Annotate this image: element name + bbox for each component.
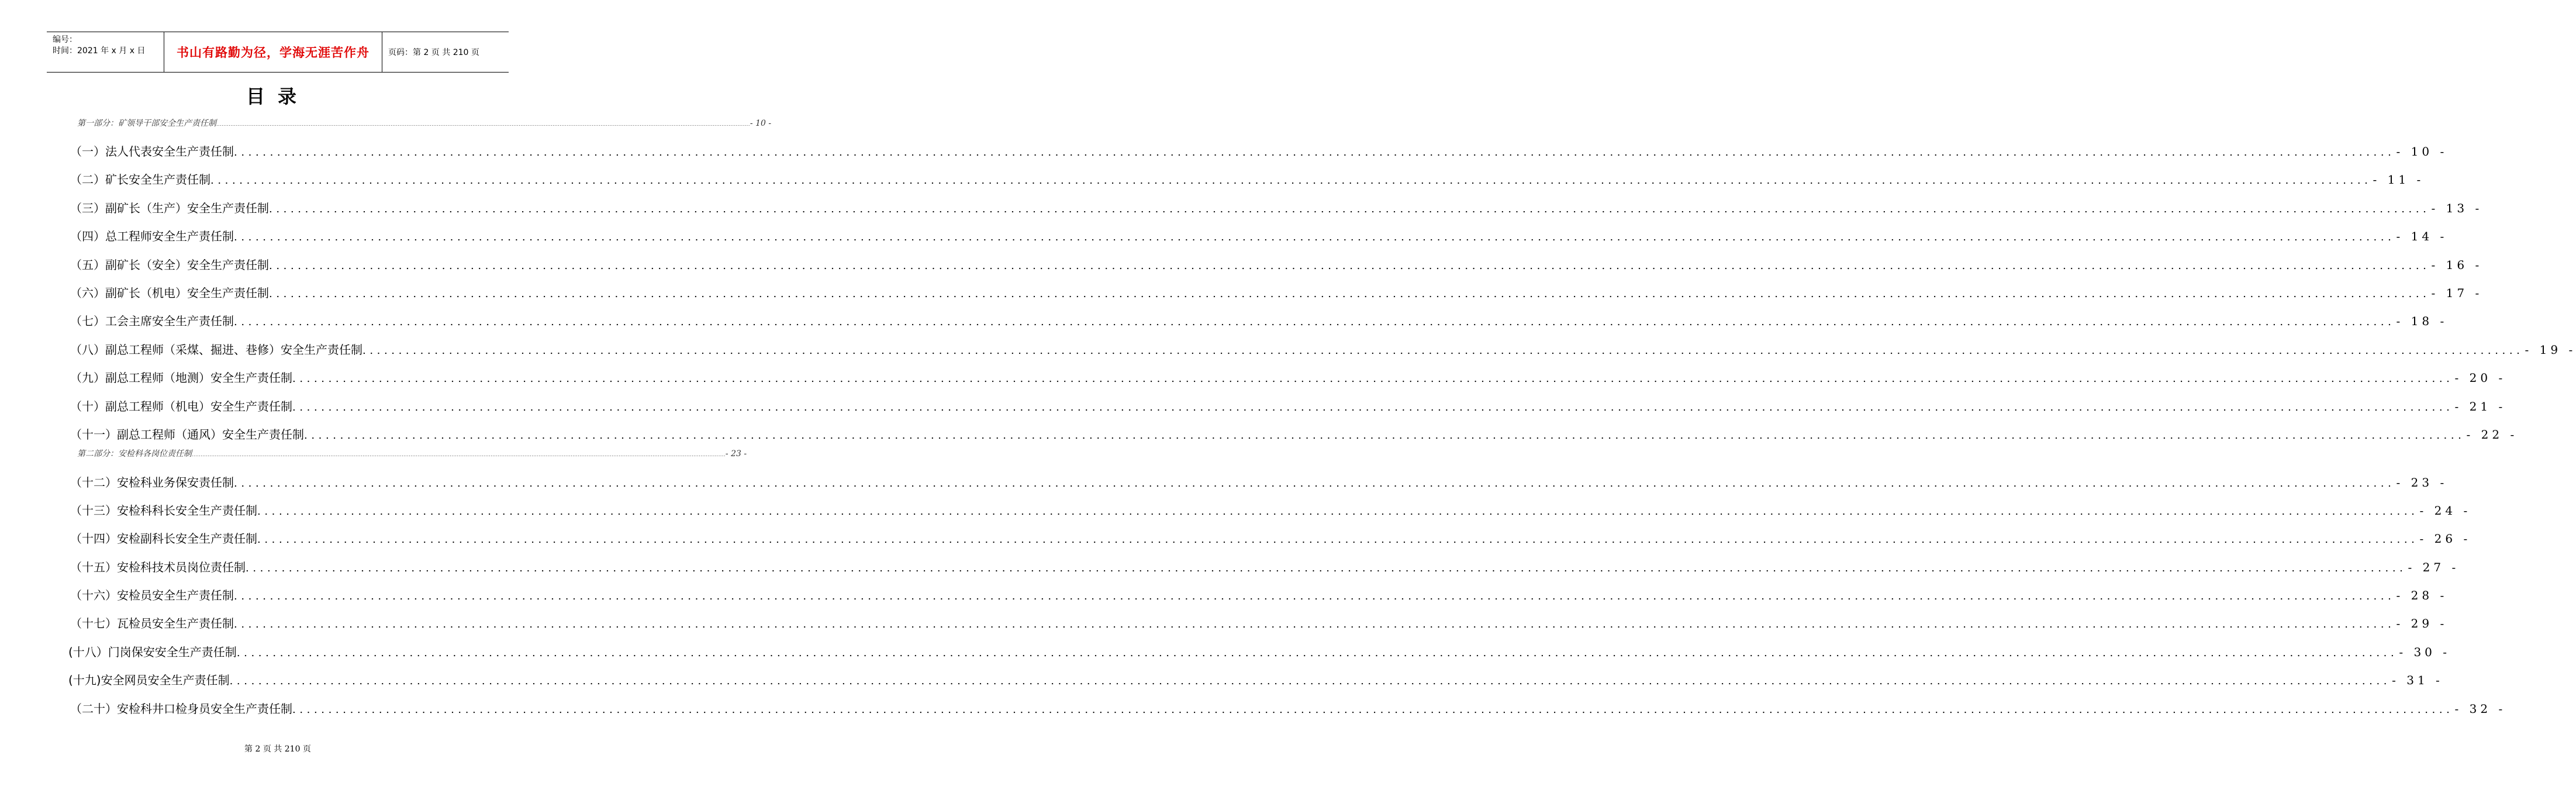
toc-entry[interactable]	[70, 529, 2471, 547]
toc-leader-dots: ............................................................................................................................................................................................................................................................................................................	[216, 122, 750, 127]
toc-entry-page: - 18 -	[2396, 314, 2448, 328]
toc-entry-title: （十七）瓦检员安全生产责任制	[70, 616, 234, 630]
toc-leader-dots: ............................................................................................................................................................................................................................................................................................................	[292, 401, 2454, 413]
toc-entry[interactable]	[70, 199, 2483, 216]
toc-entry-page: - 16 -	[2431, 258, 2483, 272]
toc-entry[interactable]	[70, 368, 2506, 386]
toc-leader-dots: ............................................................................................................................................................................................................................................................................................................	[246, 562, 2407, 574]
toc-entry[interactable]	[68, 643, 2451, 660]
toc-entry-page: - 10 -	[750, 119, 772, 128]
toc-leader-dots: ............................................................................................................................................................................................................................................................................................................	[236, 647, 2398, 659]
toc-section-heading[interactable]	[77, 117, 772, 129]
toc-entry-page: - 14 -	[2396, 229, 2448, 243]
toc-leader-dots: ............................................................................................................................................................................................................................................................................................................	[269, 260, 2430, 272]
toc-entry-title: （十四）安检副科长安全生产责任制	[70, 532, 257, 546]
toc-entry-page: - 10 -	[2396, 144, 2448, 158]
toc-leader-dots: ............................................................................................................................................................................................................................................................................................................	[292, 704, 2454, 716]
toc-leader-dots: ............................................................................................................................................................................................................................................................................................................	[234, 316, 2395, 328]
toc-leader-dots: ............................................................................................................................................................................................................................................................................................................	[234, 146, 2395, 158]
toc-entry-page: - 32 -	[2454, 702, 2506, 716]
toc-entry-title: 第二部分：安检科各岗位责任制	[77, 449, 192, 458]
toc-leader-dots: ............................................................................................................................................................................................................................................................................................................	[362, 344, 2524, 357]
toc-entry-title: （二）矿长安全生产责任制	[70, 173, 210, 187]
toc-section-heading[interactable]	[77, 447, 747, 459]
header-motto: 书山有路勤为径，学海无涯苦作舟	[164, 32, 382, 72]
toc-leader-dots: ............................................................................................................................................................................................................................................................................................................	[234, 231, 2395, 243]
toc-leader-dots: ............................................................................................................................................................................................................................................................................................................	[269, 203, 2430, 215]
toc-entry[interactable]	[70, 501, 2471, 519]
toc-entry-page: - 23 -	[725, 449, 747, 458]
toc-leader-dots: ............................................................................................................................................................................................................................................................................................................	[234, 590, 2395, 602]
toc-entry[interactable]	[70, 586, 2448, 604]
toc-entry[interactable]	[70, 614, 2448, 632]
document-date-label: 时间：2021 年 x 月 x 日	[53, 46, 146, 56]
toc-entry[interactable]	[70, 340, 2576, 358]
toc-entry-title: （三）副矿长（生产）安全生产责任制	[70, 201, 269, 215]
toc-leader-dots: ............................................................................................................................................................................................................................................................................................................	[257, 505, 2419, 518]
toc-entry-title: （十六）安检员安全生产责任制	[70, 588, 234, 602]
toc-leader-dots: ............................................................................................................................................................................................................................................................................................................	[234, 618, 2395, 630]
toc-leader-dots: ............................................................................................................................................................................................................................................................................................................	[304, 429, 2465, 442]
toc-entry-title: （一）法人代表安全生产责任制	[70, 144, 234, 158]
toc-entry-title: （十五）安检科技术员岗位责任制	[70, 560, 246, 574]
toc-entry-title: 第一部分：矿领导干部安全生产责任制	[77, 119, 216, 128]
toc-entry[interactable]	[70, 558, 2460, 575]
page-header	[47, 32, 509, 73]
toc-entry[interactable]	[70, 397, 2506, 415]
toc-leader-dots: ............................................................................................................................................................................................................................................................................................................	[269, 288, 2430, 300]
toc-entry-title: (十九)安全网员安全生产责任制	[68, 673, 230, 687]
toc-entry-page: - 17 -	[2431, 286, 2483, 300]
toc-entry[interactable]	[70, 256, 2483, 273]
toc-entry-page: - 27 -	[2408, 560, 2460, 574]
toc-entry[interactable]	[70, 312, 2448, 329]
toc-entry[interactable]	[70, 227, 2448, 244]
toc-entry[interactable]	[70, 284, 2483, 301]
toc-leader-dots: ............................................................................................................................................................................................................................................................................................................	[210, 174, 2372, 187]
toc-entry[interactable]	[70, 142, 2448, 160]
toc-entry[interactable]	[68, 671, 2443, 688]
header-page-info: 页码：第 2 页 共 210 页	[388, 48, 479, 57]
toc-entry-page: - 21 -	[2454, 399, 2506, 413]
toc-entry-title: （六）副矿长（机电）安全生产责任制	[70, 286, 269, 300]
toc-entry-title: （十）副总工程师（机电）安全生产责任制	[70, 399, 292, 413]
toc-leader-dots: ............................................................................................................................................................................................................................................................................................................	[192, 452, 726, 457]
toc-leader-dots: ............................................................................................................................................................................................................................................................................................................	[234, 477, 2395, 489]
toc-entry-page: - 22 -	[2466, 428, 2518, 442]
toc-entry-title: （七）工会主席安全生产责任制	[70, 314, 234, 328]
toc-entry-page: - 30 -	[2399, 645, 2451, 659]
toc-entry[interactable]	[70, 699, 2506, 717]
toc-entry-page: - 24 -	[2419, 504, 2471, 518]
toc-entry-page: - 29 -	[2396, 616, 2448, 630]
toc-entry-title: （八）副总工程师（采煤、掘进、巷修）安全生产责任制	[70, 343, 362, 357]
toc-leader-dots: ............................................................................................................................................................................................................................................................................................................	[292, 373, 2454, 385]
toc-entry-page: - 11 -	[2373, 173, 2425, 187]
toc-entry-page: - 31 -	[2392, 673, 2443, 687]
toc-entry-page: - 13 -	[2431, 201, 2483, 215]
toc-entry-title: （四）总工程师安全生产责任制	[70, 229, 234, 243]
toc-entry-title: （九）副总工程师（地测）安全生产责任制	[70, 371, 292, 385]
toc-entry-page: - 28 -	[2396, 588, 2448, 602]
toc-entry-title: （十二）安检科业务保安责任制	[70, 475, 234, 489]
toc-entry[interactable]	[70, 425, 2518, 443]
toc-entry-title: (十八）门岗保安安全生产责任制	[68, 645, 237, 659]
toc-entry-page: - 26 -	[2419, 532, 2471, 546]
toc-leader-dots: ............................................................................................................................................................................................................................................................................................................	[257, 533, 2419, 546]
toc-entry-page: - 23 -	[2396, 475, 2448, 489]
toc-entry-page: - 19 -	[2525, 343, 2576, 357]
toc-entry-title: （五）副矿长（安全）安全生产责任制	[70, 258, 269, 272]
toc-entry-page: - 20 -	[2454, 371, 2506, 385]
toc-leader-dots: ............................................................................................................................................................................................................................................................................................................	[229, 675, 2391, 687]
toc-entry-title: （二十）安检科井口检身员安全生产责任制	[70, 702, 292, 716]
toc-entry-title: （十三）安检科科长安全生产责任制	[70, 504, 257, 518]
toc-entry[interactable]	[70, 473, 2448, 491]
document-number-label: 编号：	[53, 35, 77, 44]
page-footer: 第 2 页 共 210 页	[244, 744, 311, 754]
toc-entry-title: （十一）副总工程师（通风）安全生产责任制	[70, 428, 304, 442]
toc-title: 目录	[246, 85, 309, 108]
toc-entry[interactable]	[70, 170, 2425, 188]
header-meta	[47, 32, 164, 72]
